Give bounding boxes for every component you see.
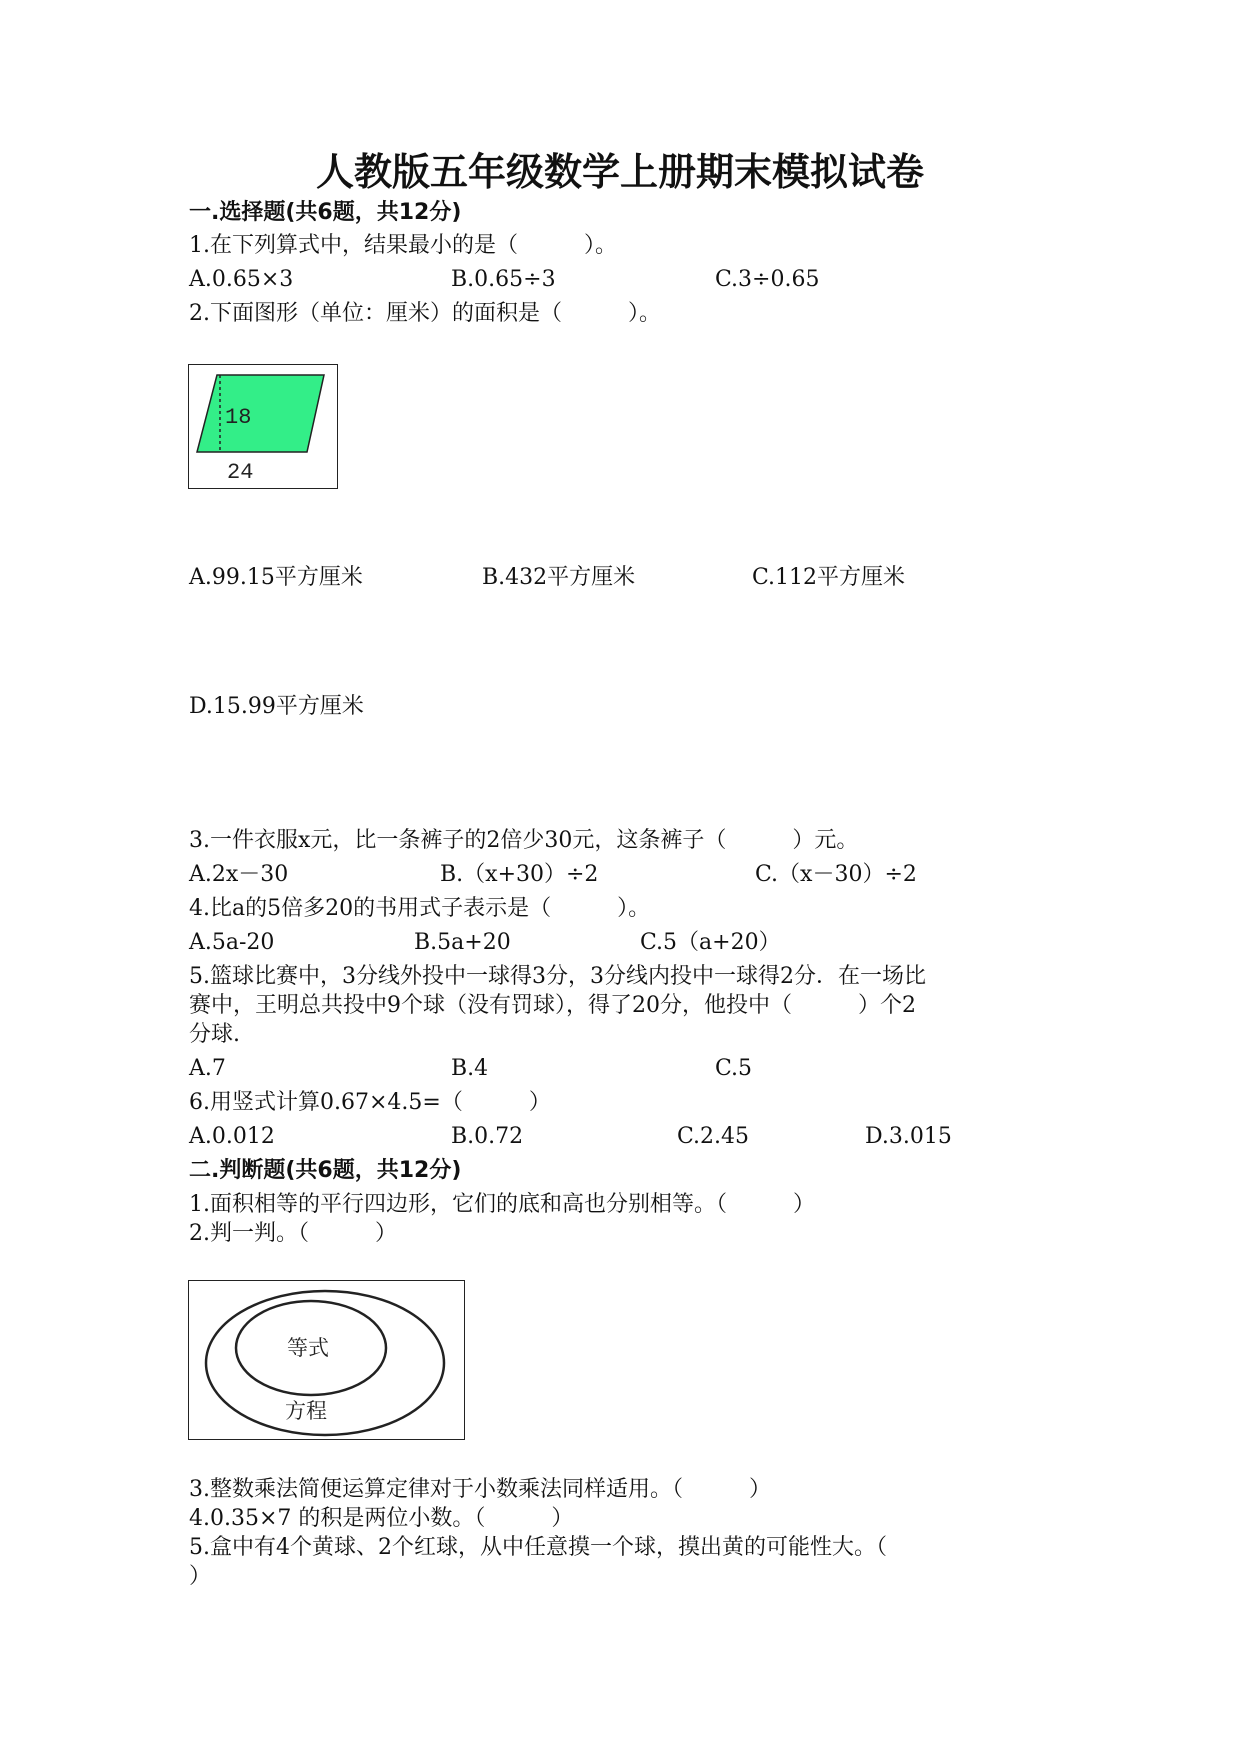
q3-stem: 3.一件衣服x元，比一条裤子的2倍少30元，这条裤子（ ）元。 (189, 828, 859, 853)
q1-option-a: A.0.65×3 (189, 267, 294, 292)
venn-figure (188, 1280, 465, 1440)
q5-stem-line1: 5.篮球比赛中，3分线外投中一球得3分，3分线内投中一球得2分．在一场比 (189, 964, 926, 989)
judge-q4: 4.0.35×7 的积是两位小数。（ ） (189, 1506, 574, 1531)
q6-stem: 6.用竖式计算0.67×4.5=（ ） (189, 1090, 551, 1115)
q2-stem: 2.下面图形（单位：厘米）的面积是（ ）。 (189, 301, 661, 326)
section1-heading: 一.选择题(共6题，共12分) (189, 200, 462, 225)
q4-option-b: B.5a+20 (414, 930, 511, 955)
q1-stem: 1.在下列算式中，结果最小的是（ ）。 (189, 233, 617, 258)
parallelogram-shape (197, 375, 324, 452)
q5-stem-line2: 赛中，王明总共投中9个球（没有罚球），得了20分，他投中（ ）个2 (189, 993, 916, 1018)
judge-q5-line2: ） (189, 1564, 212, 1589)
q6-option-d: D.3.015 (865, 1124, 952, 1149)
q3-option-b: B.（x+30）÷2 (440, 862, 599, 887)
judge-q5-line1: 5.盒中有4个黄球、2个红球，从中任意摸一个球，摸出黄的可能性大。（ (189, 1535, 887, 1560)
q4-option-a: A.5a-20 (189, 930, 275, 955)
q2-option-a: A.99.15平方厘米 (189, 565, 363, 590)
q2-option-c: C.112平方厘米 (752, 565, 906, 590)
q3-option-a: A.2x－30 (189, 862, 289, 887)
q2-option-b: B.432平方厘米 (482, 565, 636, 590)
q4-option-c: C.5（a+20） (640, 930, 781, 955)
parallelogram-figure (188, 364, 338, 489)
q1-option-b: B.0.65÷3 (451, 267, 556, 292)
judge-q3: 3.整数乘法简便运算定律对于小数乘法同样适用。（ ） (189, 1477, 771, 1502)
q5-option-b: B.4 (451, 1056, 489, 1081)
outer-label: 方程 (285, 1399, 327, 1423)
exam-title: 人教版五年级数学上册期末模拟试卷 (315, 149, 924, 194)
q6-option-b: B.0.72 (451, 1124, 524, 1149)
q2-option-d: D.15.99平方厘米 (189, 694, 364, 719)
venn-svg (189, 1281, 466, 1441)
section2-heading: 二.判断题(共6题，共12分) (189, 1158, 462, 1183)
q6-option-a: A.0.012 (189, 1124, 275, 1149)
parallelogram-svg (189, 365, 339, 490)
q5-option-c: C.5 (715, 1056, 753, 1081)
judge-q2: 2.判一判。（ ） (189, 1221, 397, 1246)
judge-q1: 1.面积相等的平行四边形，它们的底和高也分别相等。（ ） (189, 1192, 815, 1217)
q1-option-c: C.3÷0.65 (715, 267, 820, 292)
q5-option-a: A.7 (189, 1056, 226, 1081)
base-label: 24 (227, 460, 254, 485)
height-label: 18 (225, 405, 252, 430)
inner-label: 等式 (287, 1336, 329, 1360)
q6-option-c: C.2.45 (677, 1124, 750, 1149)
q3-option-c: C.（x－30）÷2 (755, 862, 917, 887)
q5-stem-line3: 分球. (189, 1022, 240, 1047)
q4-stem: 4.比a的5倍多20的书用式子表示是（ ）。 (189, 896, 651, 921)
